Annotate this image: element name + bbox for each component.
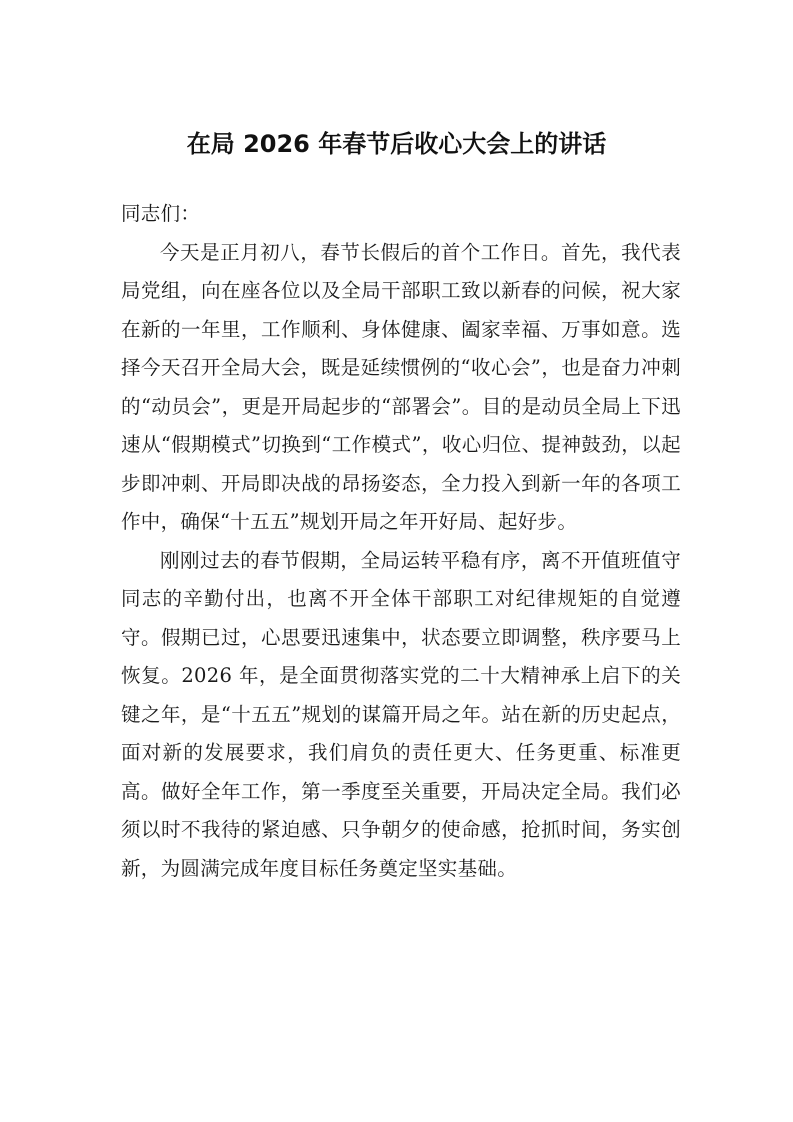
- salutation: 同志们：: [121, 202, 201, 225]
- paragraph-2: 刚刚过去的春节假期，全局运转平稳有序，离不开值班值守同志的辛勤付出，也离不开全体干部职工对纪律规矩的自觉遵守。假期已过，心思要迅速集中，状态要立即调整，秩序要马上恢复。2026 年，是全面贯彻落实党的二十大精神承上启下的关键之年，是“十五五”规划的谋篇开局之年。站在新的历史起点，面对新的发展要求，我们肩负的责任更大、任务更重、标准更高。做好全年工作，第一季度至关重要，开局决定全局。我们必须以时不我待的紧迫感、只争朝夕的使命感，抢抓时间，务实创新，为圆满完成年度目标任务奠定坚实基础。: [121, 548, 681, 880]
- document-body: [121, 195, 681, 888]
- paragraph-1: 今天是正月初八，春节长假后的首个工作日。首先，我代表局党组，向在座各位以及全局干部职工致以新春的问候，祝大家在新的一年里，工作顺利、身体健康、阖家幸福、万事如意。选择今天召开全局大会，既是延续惯例的“收心会”，也是奋力冲刺的“动员会”，更是开局起步的“部署会”。目的是动员全局上下迅速从“假期模式”切换到“工作模式”，收心归位、提神鼓劲，以起步即冲刺、开局即决战的昂扬姿态，全力投入到新一年的各项工作中，确保“十五五”规划开局之年开好局、起好步。: [121, 240, 681, 533]
- document-title: 在局 2026 年春节后收心大会上的讲话: [186, 130, 607, 158]
